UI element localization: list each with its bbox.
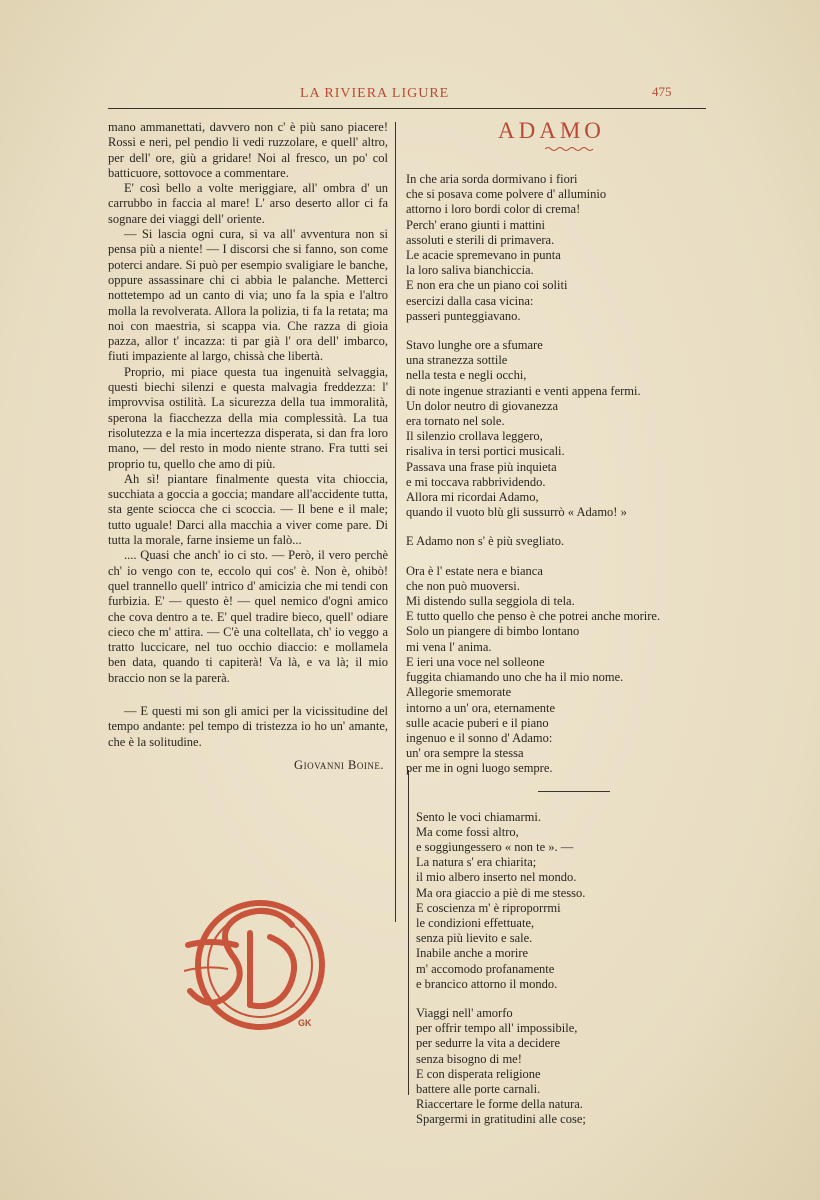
poem-line: sulle acacie puberi e il piano [406,715,549,730]
poem-line: E Adamo non s' è più svegliato. [406,534,565,549]
poem-stanza [406,172,726,324]
poem-line: le condizioni effettuate, [416,915,535,930]
poem-line: Ma come fossi altro, [416,824,519,839]
poem-line: In che aria sorda dormivano i fiori [406,172,578,186]
poem-line: E coscienza m' è riproporrmi [416,900,561,915]
poem-line: Il silenzio crollava leggero, [406,429,543,444]
prose-paragraph: — Si lascia ogni cura, si va all' avventura non si pensa più a niente! — I discorsi che si fanno, son come poterci andare. Si può per esempio svaligiare le banche, oppure assassinare chi ci abbia le palanche. Metterci nottetempo ad un canto di via; uno fa la spia e l'altro molla la revolverata. Allora la polizia, ti fa la retata; ma noi con maestria, si scappa via. Che razza di gioia pazza, allor t' incazza: ti par già l' ora dell' imbarco, fiuti impaziente al largo, chissà che libertà. [108,227,388,364]
prose-paragraph: Ah sì! piantare finalmente questa vita chioccia, succhiata a goccia a goccia; mandare all'accidente tutta, sta gente sciocca che ci scoccia. — Il bene e il male; tutto uguale! Darci alla macchia a viver come pare. Di tutta la morale, farne insieme un falò... [108,471,388,548]
poem-line: risaliva in tersi portici musicali. [406,444,565,459]
poem-line: E ieri una voce nel solleone [406,654,545,669]
prose-paragraph: E' così bello a volte meriggiare, all' ombra d' un carrubbo in faccia al mare! L' arso deserto allor ci fa sognare dei viaggi dell' oriente. [108,181,388,226]
poem-line: il mio albero inserto nel mondo. [416,870,577,885]
poem-line: Perch' erano giunti i mattini [406,217,546,232]
poem-line: per sedurre la vita a decidere [416,1036,561,1051]
poem-line: una stranezza sottile [406,353,508,368]
left-column-prose [108,120,388,773]
poem-line: senza più lievito e sale. [416,931,533,946]
prose-paragraph: Proprio, mi piace questa tua ingenuità selvaggia, questi biechi silenzi e questa malvagia freddezza: l' improvvisa ostilità. La sicurezza della tua immoralità, sperona la fiacchezza della mia complessità. La tua risolutezza e la mia incertezza disperata, si dan fra loro mano, — del resto in modo niente strano. Fra tutti sei proprio tu, quello che amo di più. [108,364,388,471]
poem-line: Ora è l' estate nera e bianca [406,563,543,578]
poem-line: di note ingenue strazianti e venti appena fermi. [406,383,641,398]
poem-line: E con disperata religione [416,1066,541,1081]
prose-paragraph: — E questi mi son gli amici per la vicissitudine del tempo andante: pel tempo di tristezza io ho un' amante, che è la solitudine. [108,703,388,749]
running-title: LA RIVIERA LIGURE [300,86,450,101]
poem-stanza [416,810,726,992]
poem-line: E tutto quello che penso è che potrei anche morire. [406,609,661,624]
poem-line: e soggiungessero « non te ». — [416,839,574,854]
poem-line: battere alle porte carnali. [416,1081,541,1096]
poem-line: mi vena l' anima. [406,639,492,654]
poem-line: Mi distendo sulla seggiola di tela. [406,594,575,609]
poem-line: m' accomodo profanamente [416,961,555,976]
poem-line: Sento le voci chiamarmi. [416,809,541,824]
poem-line: Allora mi ricordai Adamo, [406,490,539,505]
poem-line: attorno i loro bordi color di crema! [406,202,581,217]
poem-line: E non era che un piano coi soliti [406,278,568,293]
poem-title: ADAMO [498,118,605,143]
poem-line: Passava una frase più inquieta [406,459,557,474]
poem-line: Le acacie spremevano in punta [406,248,561,263]
poem-stanza [406,534,726,549]
poem-line: era tornato nel sole. [406,414,505,429]
poem-line: la loro saliva bianchiccia. [406,263,534,278]
page-number: 475 [652,84,672,99]
poem-line: esercizi dalla casa vicina: [406,293,534,308]
poem-line: Viaggi nell' amorfo [416,1005,513,1020]
poem-stanza [416,1006,726,1128]
poem-body [406,172,726,1142]
poem-line: Allegorie smemorate [406,685,512,700]
column-divider [395,122,396,922]
prose-paragraph: .... Quasi che anch' io ci sto. — Però, il vero perchè ch' io vengo con te, eccolo qui cos' è. Non è, ohibò! quel trannello quell' intrico d' amicizia che mi tendi con furbizia. E' — questo è! — quel nemico d'ogni amico che cova dentro a te. E' quel tradire bieco, quell' odiare cieco che m' attira. — C'è una coltellata, ch' io veggo a tratto luccicare, nel tuo occhio diaccio: e mollamela ben data, quando ti capiterà! Va là, e va là; il mio braccio non se la parerà. [108,548,388,685]
poem-line: Spargermi in gratitudini alle cose; [416,1112,586,1127]
poem-line: ingenuo e il sonno d' Adamo: [406,730,553,745]
section-rule [538,791,610,792]
page-header [0,80,820,110]
poem-stanza [406,564,726,777]
poem-line: e mi toccava rabbrividendo. [406,474,546,489]
poem-line: fuggita chiamando uno che ha il mio nome. [406,670,624,685]
poem-line: un' ora sempre la stessa [406,746,524,761]
poem-line: La natura s' era chiarita; [416,855,537,870]
header-rule [108,108,706,109]
poem-line: Solo un piangere di bimbo lontano [406,624,580,639]
poem-line: e brancico attorno il mondo. [416,976,558,991]
poem-line: Riaccertare le forme della natura. [416,1097,583,1112]
poem-line: nella testa e negli occhi, [406,368,527,383]
poem-line: senza bisogno di me! [416,1051,522,1066]
poem-line: passeri punteggiavano. [406,308,521,323]
poem-line: che si posava come polvere d' alluminio [406,187,607,202]
poem-line: Inabile anche a morire [416,946,529,961]
poem-line: assoluti e sterili di primavera. [406,232,555,247]
prose-paragraph: mano ammanettati, davvero non c' è più sano piacere! Rossi e neri, pel pendio li vedi ruzzolare, e quell' altro, per dell' ore, giù a gridare! Noi al fresco, un po' col batticuore, sottovoce a commentare. [108,120,388,180]
poem-line: Un dolor neutro di giovanezza [406,398,559,413]
poem-line: che non può muoversi. [406,578,520,593]
poem-line: intorno a un' ora, eternamente [406,700,556,715]
title-ornament-icon [545,146,595,152]
poem-line: quando il vuoto blù gli sussurrò « Adamo! » [406,505,627,520]
poem-stanza [406,338,726,520]
logo-initials: GK [298,1018,312,1028]
poem-line: Stavo lunghe ore a sfumare [406,338,543,353]
poem-line: Ma ora giaccio a piè di me stesso. [416,885,586,900]
author-signature: Giovanni Boine. [294,757,384,772]
poem-line: per offrir tempo all' impossibile, [416,1021,578,1036]
poem-line: per me in ogni luogo sempre. [406,761,553,776]
